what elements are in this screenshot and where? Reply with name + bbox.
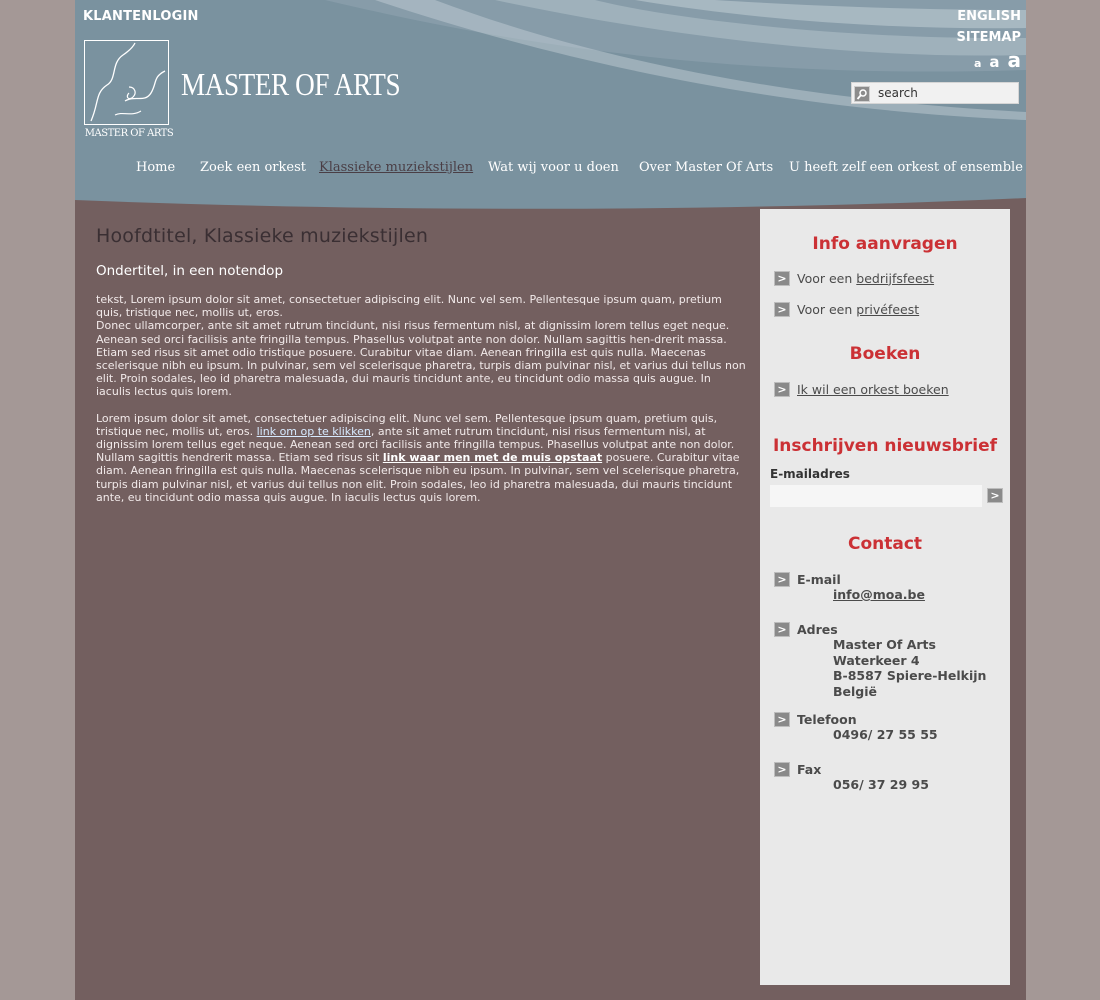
header bbox=[75, 0, 1026, 212]
book-orchestra-link[interactable]: Ik wil een orkest boeken bbox=[797, 381, 949, 397]
newsletter-heading: Inschrijven nieuwsbrief bbox=[772, 436, 998, 456]
nav-item-wat-wij-voor-u-doen[interactable]: Wat wij voor u doen bbox=[488, 160, 619, 175]
contact-email bbox=[774, 571, 1004, 603]
arrow-icon: > bbox=[774, 622, 790, 637]
info-item-privefeest bbox=[774, 301, 919, 317]
nav-item-eigen-orkest[interactable]: U heeft zelf een orkest of ensemble bbox=[789, 160, 1023, 175]
address-line-4: België bbox=[833, 683, 878, 699]
font-size-switcher bbox=[974, 48, 1021, 72]
contact-fax-title: Fax bbox=[797, 761, 822, 777]
paragraph-2-part-3: posuere. Curabitur vitae diam. Aenean fringilla est quis nulla. Maecenas scelerisque nibh eu ipsum. In pulvinar, sem vel scelerisque pharetra, turpis diam pulvinar nisl, et varius dui tellus non elit. Proin sodales, leo id pharetra malesuada, dui mauris tincidunt ante, eu tincidunt odio massa quis augue. In iaculis lectus quis lorem. bbox=[96, 451, 740, 504]
paragraph-2-part-1: Lorem ipsum dolor sit amet, consectetuer adipiscing elit. Nunc vel sem. Pellentesque ipsum quam, pretium quis, tristique nec, mollis ut, eros. bbox=[96, 411, 718, 438]
nav-item-klassieke-muziekstijlen[interactable]: Klassieke muziekstijlen bbox=[319, 160, 474, 175]
logo-caption: MASTER OF ARTS bbox=[84, 128, 174, 139]
language-english-link[interactable]: ENGLISH bbox=[957, 9, 1021, 24]
contact-heading: Contact bbox=[847, 534, 923, 554]
font-size-large-button[interactable]: a bbox=[1007, 48, 1021, 72]
header-wave-decoration bbox=[75, 0, 1026, 212]
page-title: Hoofdtitel, Klassieke muziekstijlen bbox=[96, 225, 429, 247]
nav-item-home[interactable]: Home bbox=[136, 160, 176, 175]
nav-item-over-master-of-arts[interactable]: Over Master Of Arts bbox=[639, 160, 774, 175]
arrow-icon: > bbox=[774, 712, 790, 727]
paragraph-1-line-2: Donec ullamcorper, ante sit amet rutrum tincidunt, nisi risus fermentum nisl, at dignissim lorem tellus eget neque. Aenean sed orci facilisis ante fringilla tempus. Phasellus volutpat ante non dolor. Nullam sagittis hen-drerit massa. Etiam sed risus sit amet odio tristique posuere. Curabitur vitae diam. Aenean fringilla est quis nulla. Maecenas scelerisque nibh eu ipsum. In pulvinar, sem vel scelerisque pharetra, turpis diam pulvinar nisl, et varius dui tellus non elit. Proin sodales, leo id pharetra malesuada, dui mauris tincidunt ante, eu tincidunt odio massa quis augue. In iaculis lectus quis lorem. bbox=[96, 319, 746, 399]
search-icon[interactable] bbox=[854, 86, 870, 102]
arrow-icon: > bbox=[774, 382, 790, 397]
contact-phone bbox=[774, 711, 1004, 743]
contact-email-link[interactable]: info@moa.be bbox=[833, 587, 925, 602]
contact-fax bbox=[774, 761, 1004, 793]
nav-item-zoek-een-orkest[interactable]: Zoek een orkest bbox=[200, 160, 306, 175]
main-content bbox=[96, 225, 746, 517]
search-input[interactable] bbox=[878, 84, 1016, 102]
address-line-1: Master Of Arts bbox=[833, 637, 936, 652]
sitemap-link[interactable]: SITEMAP bbox=[956, 30, 1021, 45]
book-item bbox=[774, 381, 949, 397]
book-heading: Boeken bbox=[849, 344, 921, 364]
info-heading: Info aanvragen bbox=[812, 234, 958, 254]
newsletter-submit-button[interactable]: > bbox=[987, 488, 1003, 503]
address-line-2: Waterkeer 4 bbox=[833, 652, 920, 668]
arrow-icon: > bbox=[774, 271, 790, 286]
inline-link[interactable]: link om op te klikken bbox=[256, 424, 371, 438]
search-box bbox=[851, 82, 1019, 104]
paragraph-2-part-2: , ante sit amet rutrum tincidunt, nisi risus fermentum nisl, at dignissim lorem tellus eget neque. Aenean sed orci facilisis ante fringilla tempus. Phasellus volutpat ante non dolor. Nullam sagittis hendrerit massa. Etiam sed risus sit bbox=[96, 424, 735, 465]
contact-address-title: Adres bbox=[797, 621, 838, 637]
email-label: E-mailadres bbox=[770, 467, 850, 481]
paragraph-1-line-1: tekst, Lorem ipsum dolor sit amet, consectetuer adipiscing elit. Nunc vel sem. Pellentesque ipsum quam, pretium quis, tristique nec, mollis ut, eros. bbox=[96, 293, 722, 320]
arrow-icon: > bbox=[774, 762, 790, 777]
contact-fax-value: 056/ 37 29 95 bbox=[833, 777, 929, 792]
contact-email-title: E-mail bbox=[797, 571, 841, 587]
font-size-medium-button[interactable]: a bbox=[989, 53, 1000, 71]
paragraph-1 bbox=[96, 293, 746, 399]
contact-address bbox=[774, 621, 1004, 699]
arrow-icon: > bbox=[774, 572, 790, 587]
contact-phone-value: 0496/ 27 55 55 bbox=[833, 727, 938, 742]
info-item-prefix: Voor een bbox=[797, 270, 853, 286]
brand-name: MASTER OF ARTS bbox=[181, 66, 401, 102]
inline-link-hover[interactable]: link waar men met de muis opstaat bbox=[382, 451, 603, 465]
info-item-prefix: Voor een bbox=[797, 301, 853, 317]
font-size-small-button[interactable]: a bbox=[973, 57, 982, 70]
sidebar bbox=[760, 209, 1010, 985]
logo-mark bbox=[84, 40, 169, 125]
bedrijfsfeest-link[interactable]: bedrijfsfeest bbox=[856, 270, 935, 286]
paragraph-2 bbox=[96, 412, 746, 504]
contact-phone-title: Telefoon bbox=[797, 711, 857, 727]
site-container bbox=[75, 0, 1026, 1000]
newsletter-email-input[interactable] bbox=[770, 485, 982, 507]
main-nav bbox=[75, 160, 1026, 180]
info-item-bedrijfsfeest bbox=[774, 270, 934, 286]
address-line-3: B-8587 Spiere-Helkijn bbox=[833, 668, 987, 683]
client-login-link[interactable]: KLANTENLOGIN bbox=[83, 9, 199, 24]
logo[interactable] bbox=[84, 40, 174, 148]
arrow-icon: > bbox=[774, 302, 790, 317]
privefeest-link[interactable]: privéfeest bbox=[856, 301, 920, 317]
page-subtitle: Ondertitel, in een notendop bbox=[96, 263, 284, 279]
